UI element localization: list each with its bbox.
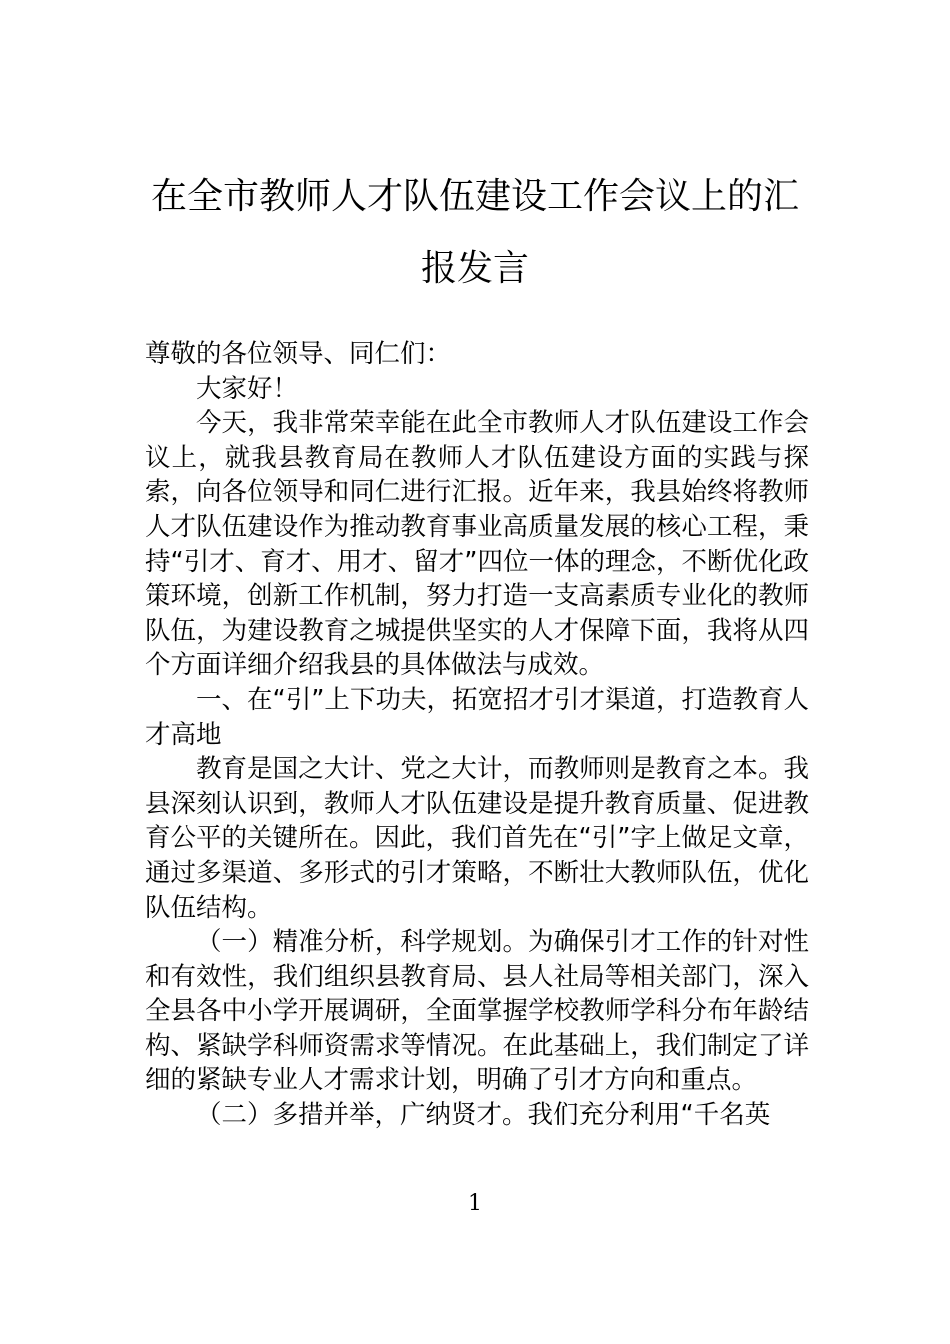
paragraph-subsection-1: （一）精准分析，科学规划。为确保引才工作的针对性和有效性，我们组织县教育局、县人社局等相关部门，深入全县各中小学开展调研，全面掌握学校教师学科分布年龄结构、紧缺学科师资需求等情况。在此基础上，我们制定了详细的紧缺专业人才需求计划，明确了引才方向和重点。 bbox=[145, 927, 809, 1096]
paragraph-greeting: 大家好！ bbox=[196, 373, 299, 404]
document-title-line-1: 在全市教师人才队伍建设工作会议上的汇 bbox=[150, 176, 799, 217]
paragraph-introduction: 今天，我非常荣幸能在此全市教师人才队伍建设工作会议上，就我县教育局在教师人才队伍建设方面的实践与探索，向各位领导和同仁进行汇报。近年来，我县始终将教师人才队伍建设作为推动教育事业高质量发展的核心工程，秉持“引才、育才、用才、留才”四位一体的理念，不断优化政策环境，创新工作机制，努力打造一支高素质专业化的教师队伍，为建设教育之城提供坚实的人才保障下面，我将从四个方面详细介绍我县的具体做法与成效。 bbox=[145, 408, 809, 681]
paragraph-section-1-intro: 教育是国之大计、党之大计，而教师则是教育之本。我县深刻认识到，教师人才队伍建设是提升教育质量、促进教育公平的关键所在。因此，我们首先在“引”字上做足文章，通过多渠道、多形式的引才策略，不断壮大教师队伍，优化队伍结构。 bbox=[145, 754, 809, 923]
document-body bbox=[145, 337, 809, 1133]
paragraph-subsection-2: （二）多措并举，广纳贤才。我们充分利用“千名英 bbox=[196, 1100, 771, 1131]
section-heading-1: 一、在“引”上下功夫，拓宽招才引才渠道，打造教育人才高地 bbox=[145, 684, 809, 750]
salutation: 尊敬的各位领导、同仁们： bbox=[145, 339, 452, 369]
page-number: 1 bbox=[468, 1191, 482, 1216]
document-title-line-2: 报发言 bbox=[420, 248, 529, 289]
